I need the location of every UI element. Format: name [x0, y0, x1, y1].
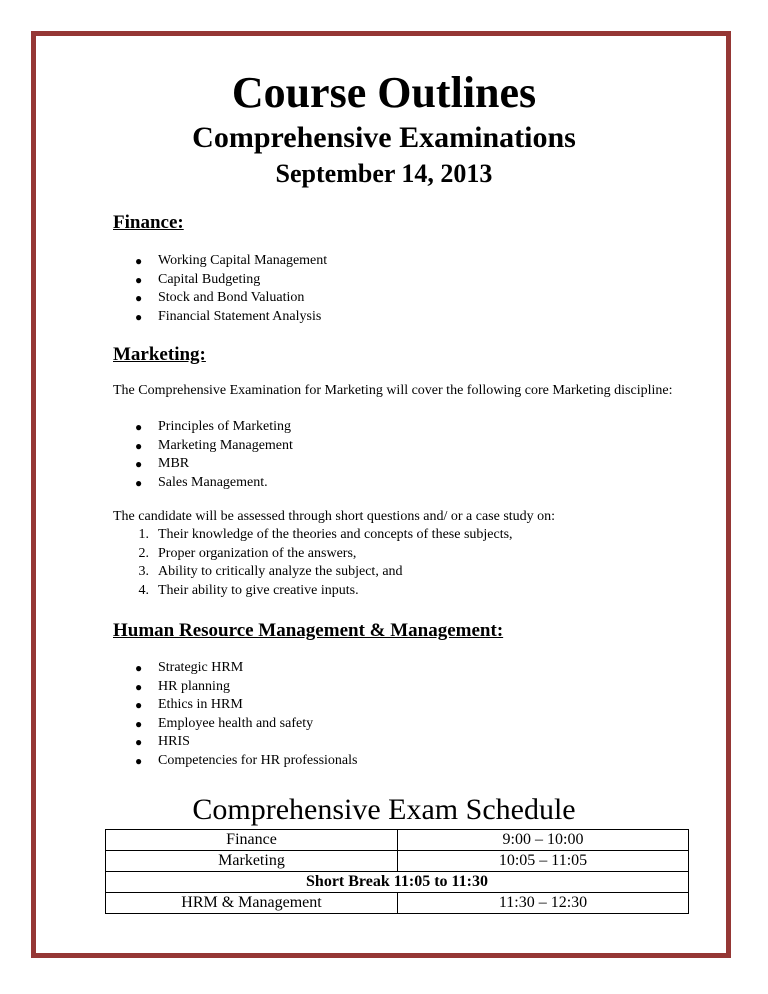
list-item: ● Competencies for HR professionals: [135, 752, 358, 768]
list-item: 4. Their ability to give creative inputs.: [138, 582, 359, 598]
marketing-intro: The Comprehensive Examination for Marketing will cover the following core Marketing discipline:: [113, 383, 673, 398]
list-item: ● MBR: [135, 456, 190, 471]
table-row: [106, 851, 689, 872]
list-item: ● Strategic HRM: [135, 660, 244, 675]
list-item: 2. Proper organization of the answers,: [138, 545, 357, 561]
finance-heading: Finance:: [113, 212, 184, 233]
list-item: ● Marketing Management: [135, 437, 293, 453]
list-item: ● Principles of Marketing: [135, 419, 291, 434]
hrm-heading: Human Resource Management & Management:: [113, 620, 504, 641]
list-item: ● Working Capital Management: [135, 253, 328, 268]
exam-date: September 14, 2013: [275, 159, 493, 188]
subject-cell: Marketing: [106, 851, 398, 872]
time-cell: 11:30 – 12:30: [398, 893, 689, 914]
list-item: ● Stock and Bond Valuation: [135, 290, 305, 305]
bullet-icon: ●: [135, 438, 143, 453]
table-row: [106, 830, 689, 851]
page-subtitle: Comprehensive Examinations: [192, 121, 576, 154]
bullet-icon: ●: [135, 291, 143, 305]
assessment-list: [113, 526, 513, 600]
subject-cell: Finance: [106, 830, 398, 851]
bullet-icon: ●: [135, 679, 143, 694]
bullet-icon: ●: [135, 272, 143, 287]
marketing-topics-list: [113, 418, 293, 492]
assessment-intro: The candidate will be assessed through short questions and/ or a case study on:: [113, 509, 556, 524]
page-title: Course Outlines: [231, 68, 537, 117]
subject-cell: HRM & Management: [106, 893, 398, 914]
bullet-icon: ●: [135, 716, 143, 731]
bullet-icon: ●: [135, 698, 143, 712]
time-cell: 10:05 – 11:05: [398, 851, 689, 872]
break-cell: Short Break 11:05 to 11:30: [106, 872, 689, 893]
table-row: [106, 872, 689, 893]
table-row: [106, 893, 689, 914]
hrm-topics-list: [113, 659, 357, 770]
list-item: 1. Their knowledge of the theories and concepts of these subjects,: [138, 527, 513, 542]
bullet-icon: ●: [135, 753, 143, 768]
list-item: ● HRIS: [135, 734, 190, 749]
bullet-icon: ●: [135, 420, 143, 434]
list-item: ● Financial Statement Analysis: [135, 308, 322, 324]
finance-topics-list: [113, 252, 327, 326]
schedule-table: [105, 829, 689, 914]
marketing-heading: Marketing:: [113, 344, 206, 365]
schedule-title: Comprehensive Exam Schedule: [192, 793, 576, 826]
bullet-icon: ●: [135, 254, 143, 268]
bullet-icon: ●: [135, 457, 143, 471]
time-cell: 9:00 – 10:00: [398, 830, 689, 851]
list-item: 3. Ability to critically analyze the subject, and: [138, 564, 403, 579]
bullet-icon: ●: [135, 661, 143, 675]
bullet-icon: ●: [135, 309, 143, 324]
bullet-icon: ●: [135, 475, 143, 490]
bullet-icon: ●: [135, 735, 143, 749]
list-item: ● Ethics in HRM: [135, 697, 243, 712]
list-item: ● Employee health and safety: [135, 715, 314, 731]
list-item: ● Sales Management.: [135, 474, 268, 490]
list-item: ● Capital Budgeting: [135, 271, 261, 287]
list-item: ● HR planning: [135, 678, 230, 694]
